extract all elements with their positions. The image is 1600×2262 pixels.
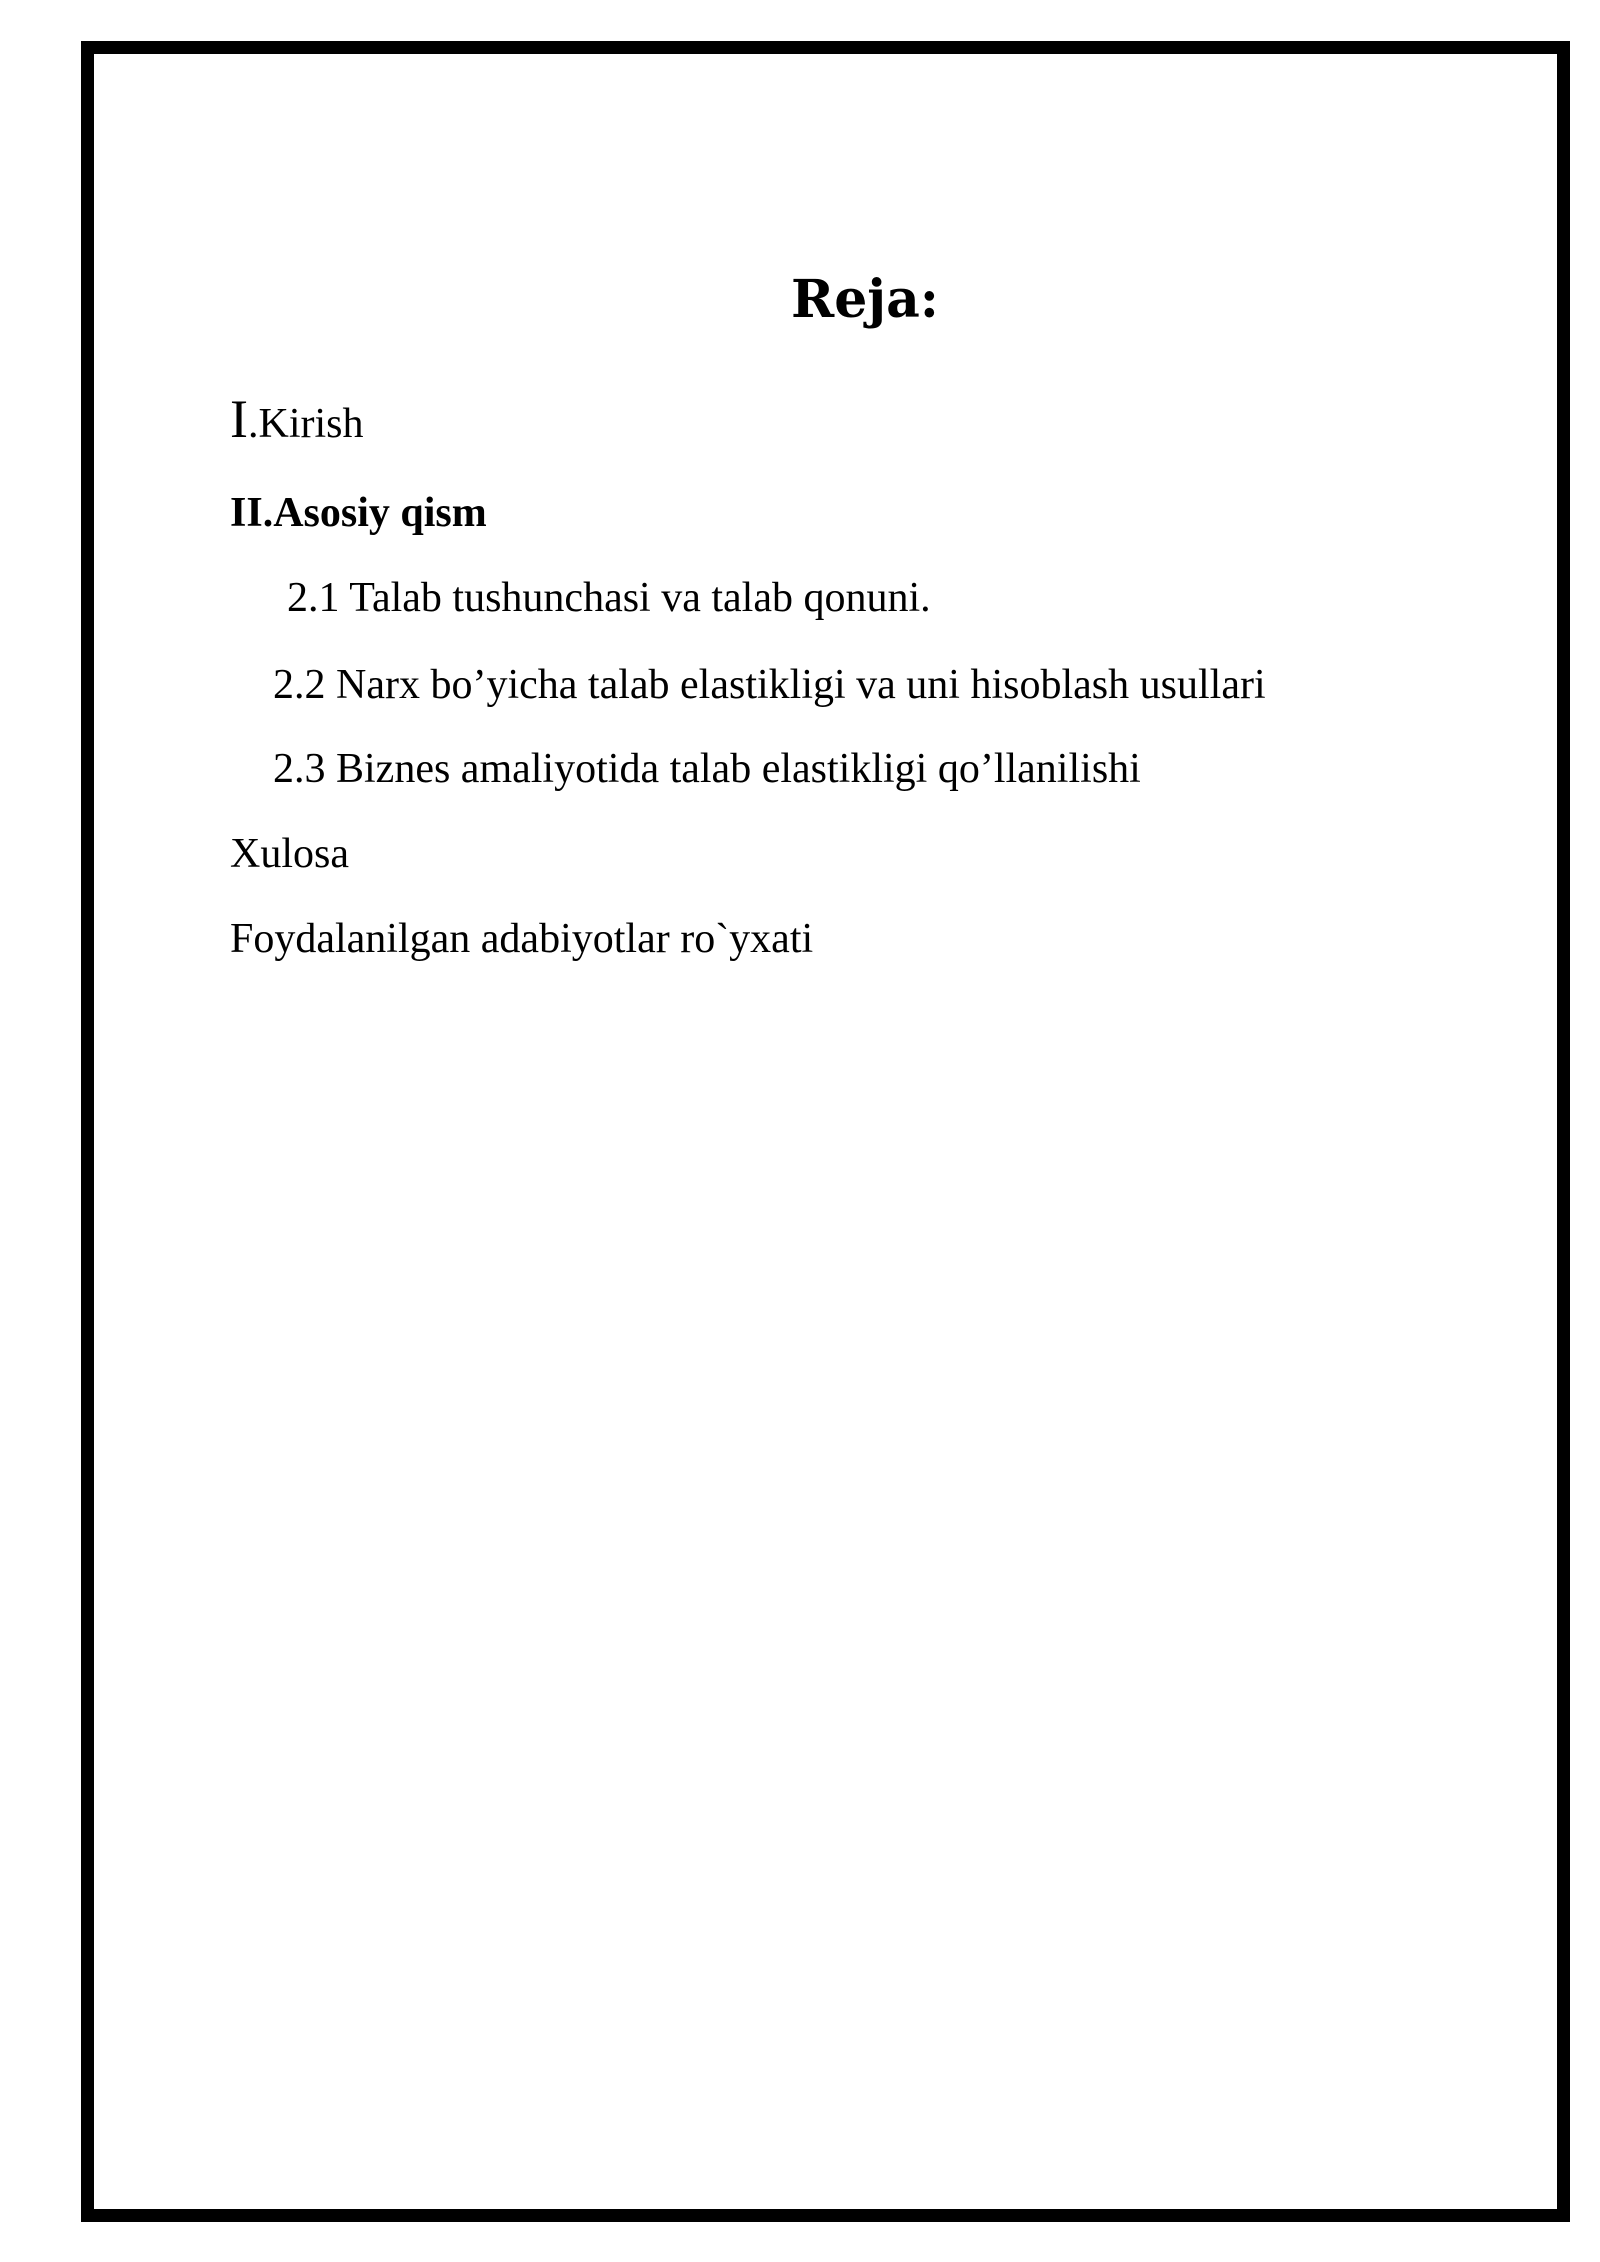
outline-item-conclusion: Xulosa [230, 831, 349, 877]
outline-section-2-1: 2.1 Talab tushunchasi va talab qonuni. [287, 575, 931, 621]
outline-item-references: Foydalanilgan adabiyotlar ro`yxati [230, 916, 814, 962]
page-border [81, 41, 1570, 2222]
outline-item-main-part: II.Asosiy qism [230, 490, 487, 536]
page-title: Reja: [790, 269, 939, 330]
outline-item-intro [230, 389, 364, 449]
intro-numeral: I [230, 389, 248, 449]
outline-section-2-3: 2.3 Biznes amaliyotida talab elastikligi qo’llanilishi [273, 746, 1141, 792]
outline-section-2-2: 2.2 Narx bo’yicha talab elastikligi va uni hisoblash usullari [273, 662, 1266, 708]
intro-text: .Kirish [247, 401, 364, 447]
